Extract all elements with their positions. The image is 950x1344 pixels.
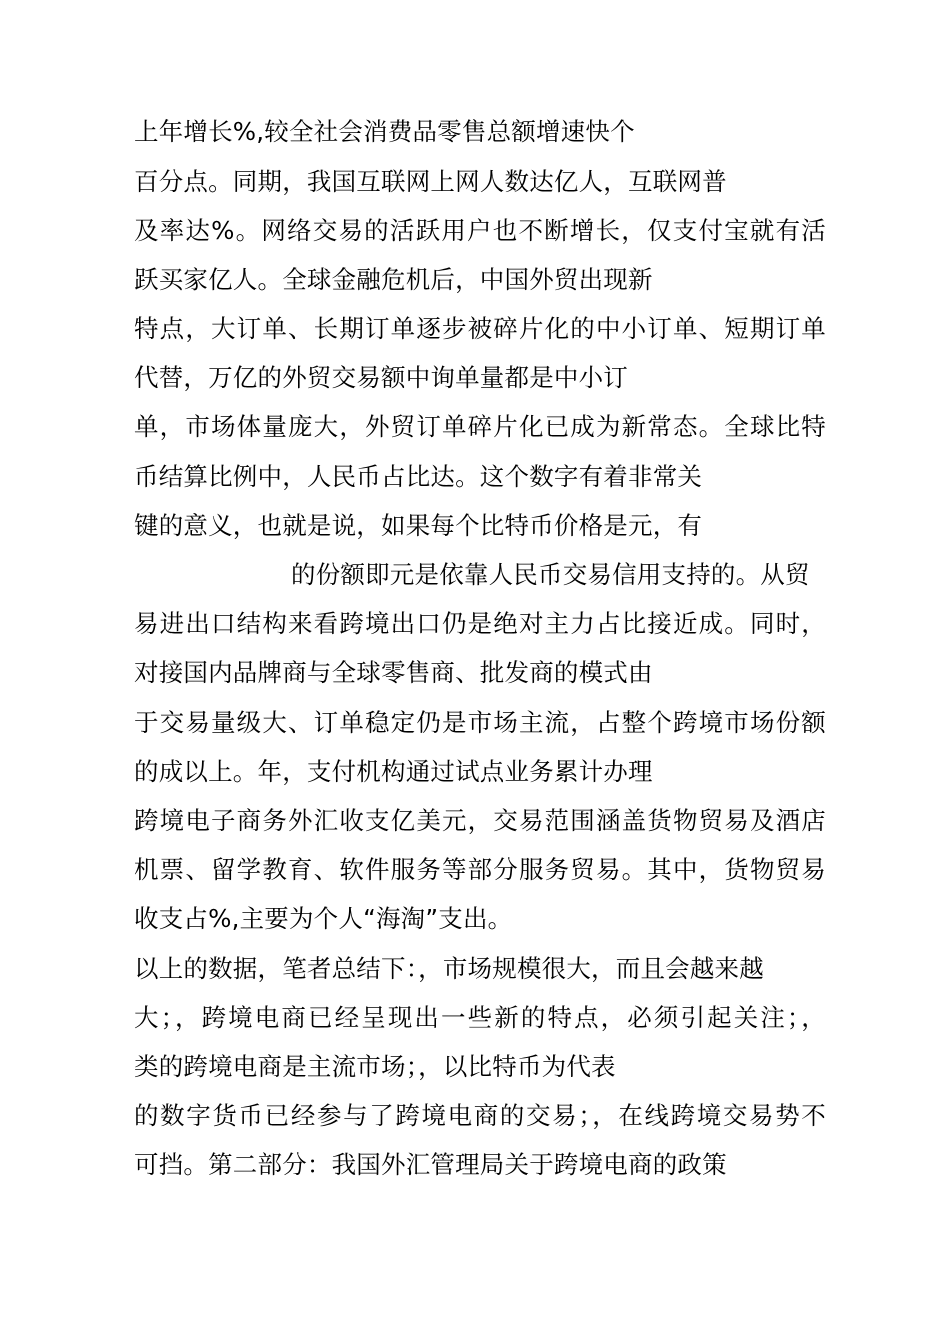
text-line: 代替，万亿的外贸交易额中询单量都是中小订 xyxy=(134,363,628,392)
text-line: 及率达%。网络交易的活跃用户也不断增长，仅支付宝就有活 xyxy=(134,216,826,245)
text-line: 对接国内品牌商与全球零售商、批发商的模式由 xyxy=(134,658,653,687)
text-line: 的成以上。年，支付机构通过试点业务累计办理 xyxy=(134,757,653,786)
text-line: 跃买家亿人。全球金融危机后，中国外贸出现新 xyxy=(134,265,653,294)
text-line: 大；，跨境电商已经呈现出一些新的特点，必须引起关注；， xyxy=(134,1003,826,1032)
text-line: 的数字货币已经参与了跨境电商的交易；，在线跨境交易势不 xyxy=(134,1101,826,1130)
text-line: 以上的数据，笔者总结下：，市场规模很大，而且会越来越 xyxy=(134,954,764,983)
text-line: 于交易量级大、订单稳定仍是市场主流，占整个跨境市场份额 xyxy=(134,708,826,737)
text-line: 特点，大订单、长期订单逐步被碎片化的中小订单、短期订单 xyxy=(134,314,826,343)
text-line: 收支占%,主要为个人“海淘”支出。 xyxy=(134,904,513,933)
text-line: 百分点。同期，我国互联网上网人数达亿人，互联网普 xyxy=(134,167,727,196)
text-line: 机票、留学教育、软件服务等部分服务贸易。其中，货物贸易 xyxy=(134,855,826,884)
text-line: 跨境电子商务外汇收支亿美元，交易范围涵盖货物贸易及酒店 xyxy=(134,806,826,835)
text-line: 的份额即元是依靠人民币交易信用支持的。从贸 xyxy=(291,560,810,589)
text-line: 类的跨境电商是主流市场；，以比特币为代表 xyxy=(134,1052,616,1081)
text-line: 可挡。第二部分：我国外汇管理局关于跨境电商的政策 xyxy=(134,1150,727,1179)
text-line: 币结算比例中，人民币占比达。这个数字有着非常关 xyxy=(134,462,703,491)
text-line: 键的意义，也就是说，如果每个比特币价格是元，有 xyxy=(134,511,703,540)
text-line: 易进出口结构来看跨境出口仍是绝对主力占比接近成。同时， xyxy=(134,609,826,638)
text-line: 单，市场体量庞大，外贸订单碎片化已成为新常态。全球比特 xyxy=(134,412,826,441)
text-line: 上年增长%,较全社会消费品零售总额增速快个 xyxy=(134,117,635,146)
